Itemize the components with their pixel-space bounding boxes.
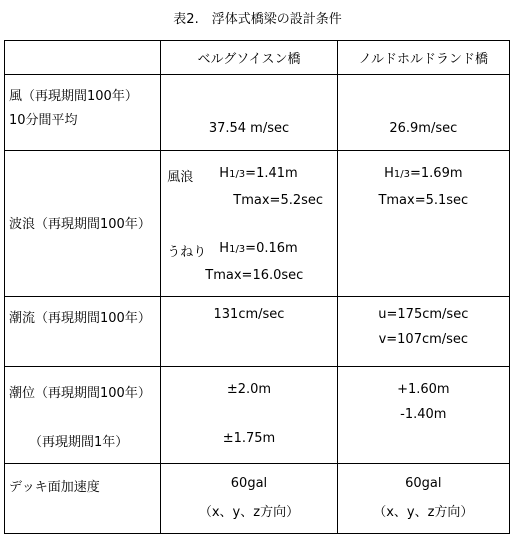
tide-label-line2: （再現期間1年） [29, 435, 129, 450]
tide-label-cell [5, 367, 161, 464]
header-nordhordland: ノルドホルドランド橋 [337, 41, 509, 75]
table-row-wind [5, 75, 510, 151]
wave-swell-h13: H1/3=0.16m [219, 241, 298, 256]
tide-nordhordland-minus: -1.40m [400, 407, 447, 422]
wave-label-cell [5, 151, 161, 297]
wave-tmax-bergsoysund: Tmax=5.2sec [233, 193, 324, 208]
header-bergsoysund: ベルグソイスン橋 [161, 41, 337, 75]
wave-val2-cell [161, 151, 337, 297]
header-row [5, 41, 510, 75]
wave-tmax-nordhordland: Tmax=5.1sec [378, 193, 469, 208]
tide-bergsoysund-100yr: ±2.0m [226, 382, 272, 397]
deck-val3-cell [337, 464, 509, 534]
table-caption: 表2. 浮体式橋梁の設計条件 [173, 12, 342, 27]
deck-label: デッキ面加速度 [9, 480, 100, 495]
deck-bergsoysund-direction: （x、y、z方向） [198, 505, 300, 520]
table-row-deck [5, 464, 510, 534]
wave-wind-wave-label: 風浪 [167, 170, 194, 185]
wind-bergsoysund-value: 37.54 m/sec [208, 121, 290, 136]
deck-nordhordland-value: 60gal [405, 476, 442, 491]
wind-label-cell [5, 75, 161, 151]
wave-swell-label: うねり [167, 245, 207, 260]
wave-swell-tmax: Tmax=16.0sec [205, 268, 304, 283]
design-conditions-table [4, 40, 510, 534]
current-val2-cell [161, 297, 337, 367]
table-row-wave [5, 151, 510, 297]
current-nordhordland-u: u=175cm/sec [378, 307, 469, 322]
tide-label-line1: 潮位（再現期間100年） [9, 386, 151, 401]
current-nordhordland-v: v=107cm/sec [378, 332, 469, 347]
table-row-tide [5, 367, 510, 464]
deck-val2-cell [161, 464, 337, 534]
current-label-cell [5, 297, 161, 367]
deck-nordhordland-direction: （x、y、z方向） [373, 505, 474, 520]
wind-nordhordland-value: 26.9m/sec [389, 121, 458, 136]
tide-val3-cell [337, 367, 509, 464]
wave-h13-bergsoysund: H1/3=1.41m [219, 166, 298, 181]
table-row-current [5, 297, 510, 367]
wind-label-line2: 10分間平均 [9, 113, 78, 128]
wave-label: 波浪（再現期間100年） [9, 217, 151, 232]
current-label: 潮流（再現期間100年） [9, 311, 151, 326]
wave-h13-nordhordland: H1/3=1.69m [384, 166, 463, 181]
current-bergsoysund-value: 131cm/sec [213, 307, 285, 322]
tide-nordhordland-plus: +1.60m [397, 382, 450, 397]
wind-label-line1: 風（再現期間100年） [9, 89, 138, 104]
wind-val3-cell [337, 75, 509, 151]
tide-val2-cell [161, 367, 337, 464]
current-val3-cell [337, 297, 509, 367]
wind-val2-cell [161, 75, 337, 151]
wave-val3-cell [337, 151, 509, 297]
header-empty-cell [5, 41, 161, 75]
tide-bergsoysund-1yr: ±1.75m [222, 431, 276, 446]
deck-bergsoysund-value: 60gal [230, 476, 268, 491]
deck-label-cell [5, 464, 161, 534]
